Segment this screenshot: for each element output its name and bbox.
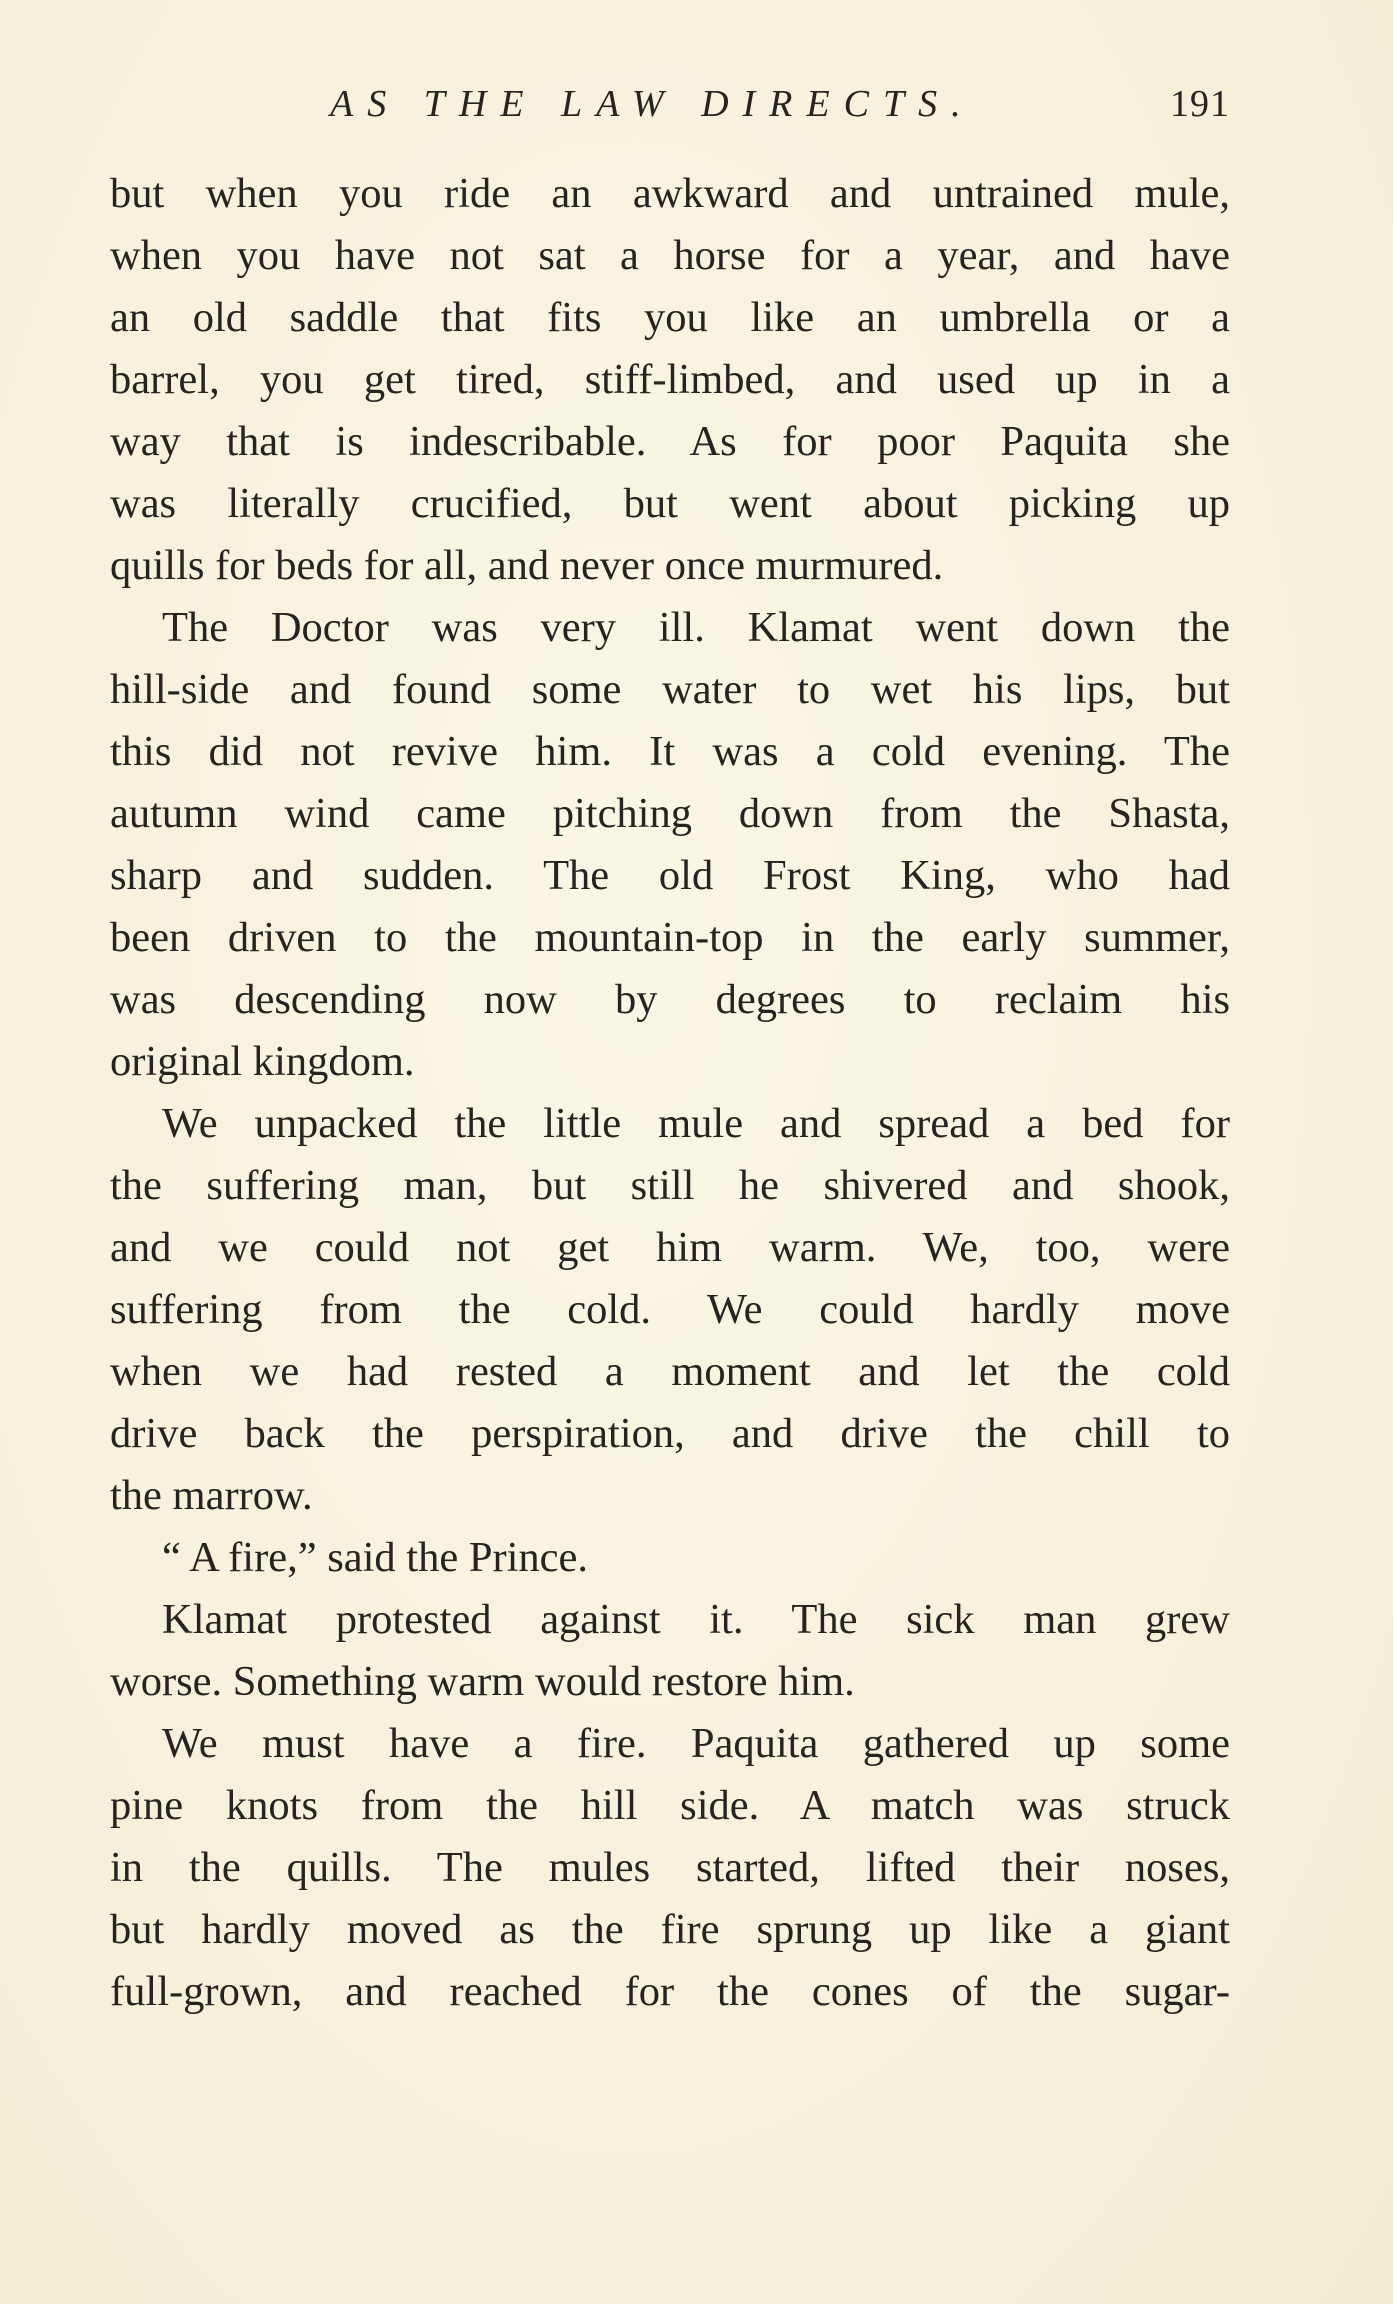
- body-text: [110, 163, 1230, 2023]
- text-line: barrel, you get tired, stiff-limbed, and used up in a: [110, 356, 1230, 403]
- text-line: in the quills. The mules started, lifted their noses,: [110, 1844, 1230, 1891]
- text-line: autumn wind came pitching down from the Shasta,: [110, 790, 1230, 837]
- text-line: but when you ride an awkward and untrained mule,: [110, 170, 1230, 217]
- text-line: quills for beds for all, and never once murmured.: [110, 542, 944, 589]
- text-line: hill-side and found some water to wet his lips, but: [110, 666, 1230, 713]
- text-line: the marrow.: [110, 1472, 313, 1519]
- text-line: an old saddle that fits you like an umbrella or a: [110, 294, 1230, 341]
- text-line: worse. Something warm would restore him.: [110, 1658, 855, 1705]
- text-line: pine knots from the hill side. A match was struck: [110, 1782, 1230, 1829]
- text-line: been driven to the mountain-top in the early summer,: [110, 914, 1230, 961]
- text-line: suffering from the cold. We could hardly move: [110, 1286, 1230, 1333]
- text-line: the suffering man, but still he shivered and shook,: [110, 1162, 1230, 1209]
- text-line: but hardly moved as the fire sprung up like a giant: [110, 1906, 1230, 1953]
- text-line: We must have a fire. Paquita gathered up some: [162, 1720, 1230, 1767]
- running-head: [110, 82, 1230, 142]
- page-number: 191: [1170, 83, 1230, 125]
- text-line: Klamat protested against it. The sick man grew: [162, 1596, 1230, 1643]
- running-title: AS THE LAW DIRECTS.: [330, 83, 975, 125]
- text-line: was descending now by degrees to reclaim his: [110, 976, 1230, 1023]
- text-line: original kingdom.: [110, 1038, 415, 1085]
- text-line: sharp and sudden. The old Frost King, who had: [110, 852, 1230, 899]
- text-line: this did not revive him. It was a cold evening. The: [110, 728, 1230, 775]
- text-line: way that is indescribable. As for poor Paquita she: [110, 418, 1230, 465]
- text-line: and we could not get him warm. We, too, were: [110, 1224, 1230, 1271]
- text-line: was literally crucified, but went about picking up: [110, 480, 1230, 527]
- text-line: The Doctor was very ill. Klamat went down the: [162, 604, 1230, 651]
- text-line: “ A fire,” said the Prince.: [162, 1534, 589, 1581]
- text-line: drive back the perspiration, and drive the chill to: [110, 1410, 1230, 1457]
- text-line: when we had rested a moment and let the cold: [110, 1348, 1230, 1395]
- text-line: We unpacked the little mule and spread a bed for: [162, 1100, 1230, 1147]
- text-line: when you have not sat a horse for a year, and have: [110, 232, 1230, 279]
- text-line: full-grown, and reached for the cones of the sugar-: [110, 1968, 1230, 2015]
